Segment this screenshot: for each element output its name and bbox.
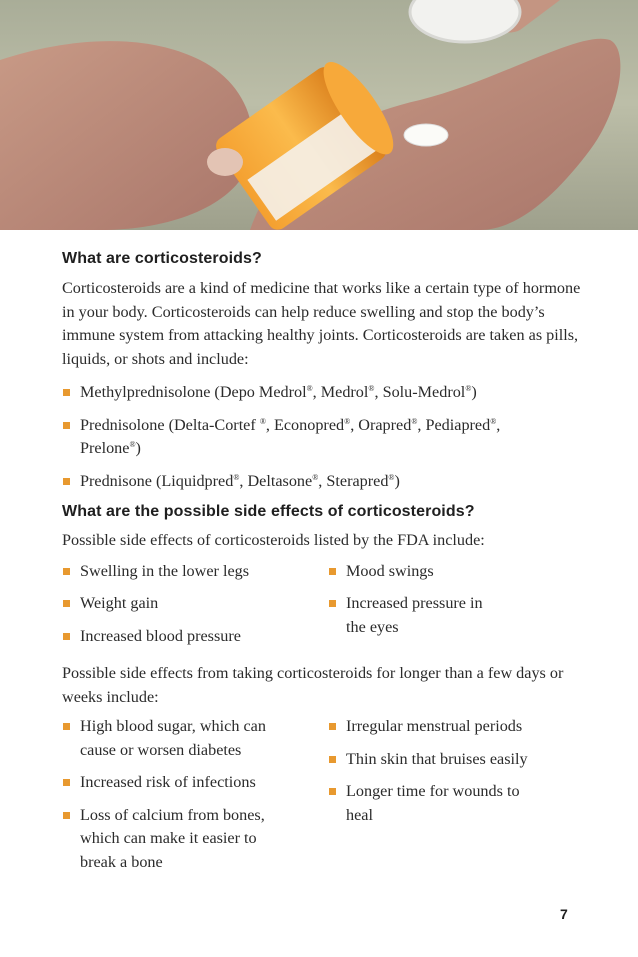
list-item: Irregular menstrual periods [328,715,582,739]
bullet-icon [329,788,336,795]
long-term-right [328,715,582,874]
bullet-icon [63,422,70,429]
list-item: Swelling in the lower legs [62,560,328,584]
list-item: Thin skin that bruises easily [328,748,582,772]
intro-paragraph: Corticosteroids are a kind of medicine that works like a certain type of hormone in your body. Corticosteroids can help reduce swelling and stop the body’s immune system from attacking healthy joints. Corticosteroids are taken as pills, liquids, or shots and include: [62,279,581,368]
long-term-intro: Possible side effects from taking corticosteroids for longer than a few days or weeks include: [62,664,564,706]
list-item: Longer time for wounds to heal [328,780,526,827]
side-effects-intro: Possible side effects of corticosteroids listed by the FDA include: [62,531,485,549]
list-item: Weight gain [62,592,328,616]
section-heading-side-effects: What are the possible side effects of corticosteroids? [62,503,475,520]
list-item: Increased pressure in the eyes [328,592,496,639]
photo-illustration [0,0,638,230]
bullet-icon [329,600,336,607]
bullet-icon [329,756,336,763]
side-effects-columns [62,560,582,649]
list-item: Increased risk of infections [62,771,328,795]
bullet-icon [63,600,70,607]
bullet-icon [63,633,70,640]
section-heading-corticosteroids: What are corticosteroids? [62,250,262,267]
bullet-icon [63,779,70,786]
long-term-columns [62,715,582,874]
bullet-icon [329,723,336,730]
page-number: 7 [560,906,568,922]
list-item: Prednisolone (Delta-Cortef ®, Econopred®, Orapred®, Pediapred®, Prelone®) [62,414,582,461]
bullet-icon [63,478,70,485]
corticosteroid-list [62,381,582,493]
list-item: Increased blood pressure [62,625,328,649]
list-item: Prednisone (Liquidpred®, Deltasone®, Sterapred®) [62,470,582,494]
pill [404,124,448,146]
side-effects-left [62,560,328,649]
bullet-icon [63,723,70,730]
main-content [62,250,582,874]
thumbnail [207,148,243,176]
left-hand [0,41,253,230]
side-effects-right [328,560,582,649]
long-term-left [62,715,328,874]
hands-pill-bottle-photo [0,0,638,230]
bullet-icon [63,389,70,396]
list-item: High blood sugar, which can cause or worsen diabetes [62,715,290,762]
list-item: Loss of calcium from bones, which can make it easier to break a bone [62,804,275,875]
bottle-cap [410,0,520,42]
list-item: Methylprednisolone (Depo Medrol®, Medrol®, Solu-Medrol®) [62,381,582,405]
bullet-icon [63,568,70,575]
bullet-icon [63,812,70,819]
list-item: Mood swings [328,560,582,584]
bullet-icon [329,568,336,575]
